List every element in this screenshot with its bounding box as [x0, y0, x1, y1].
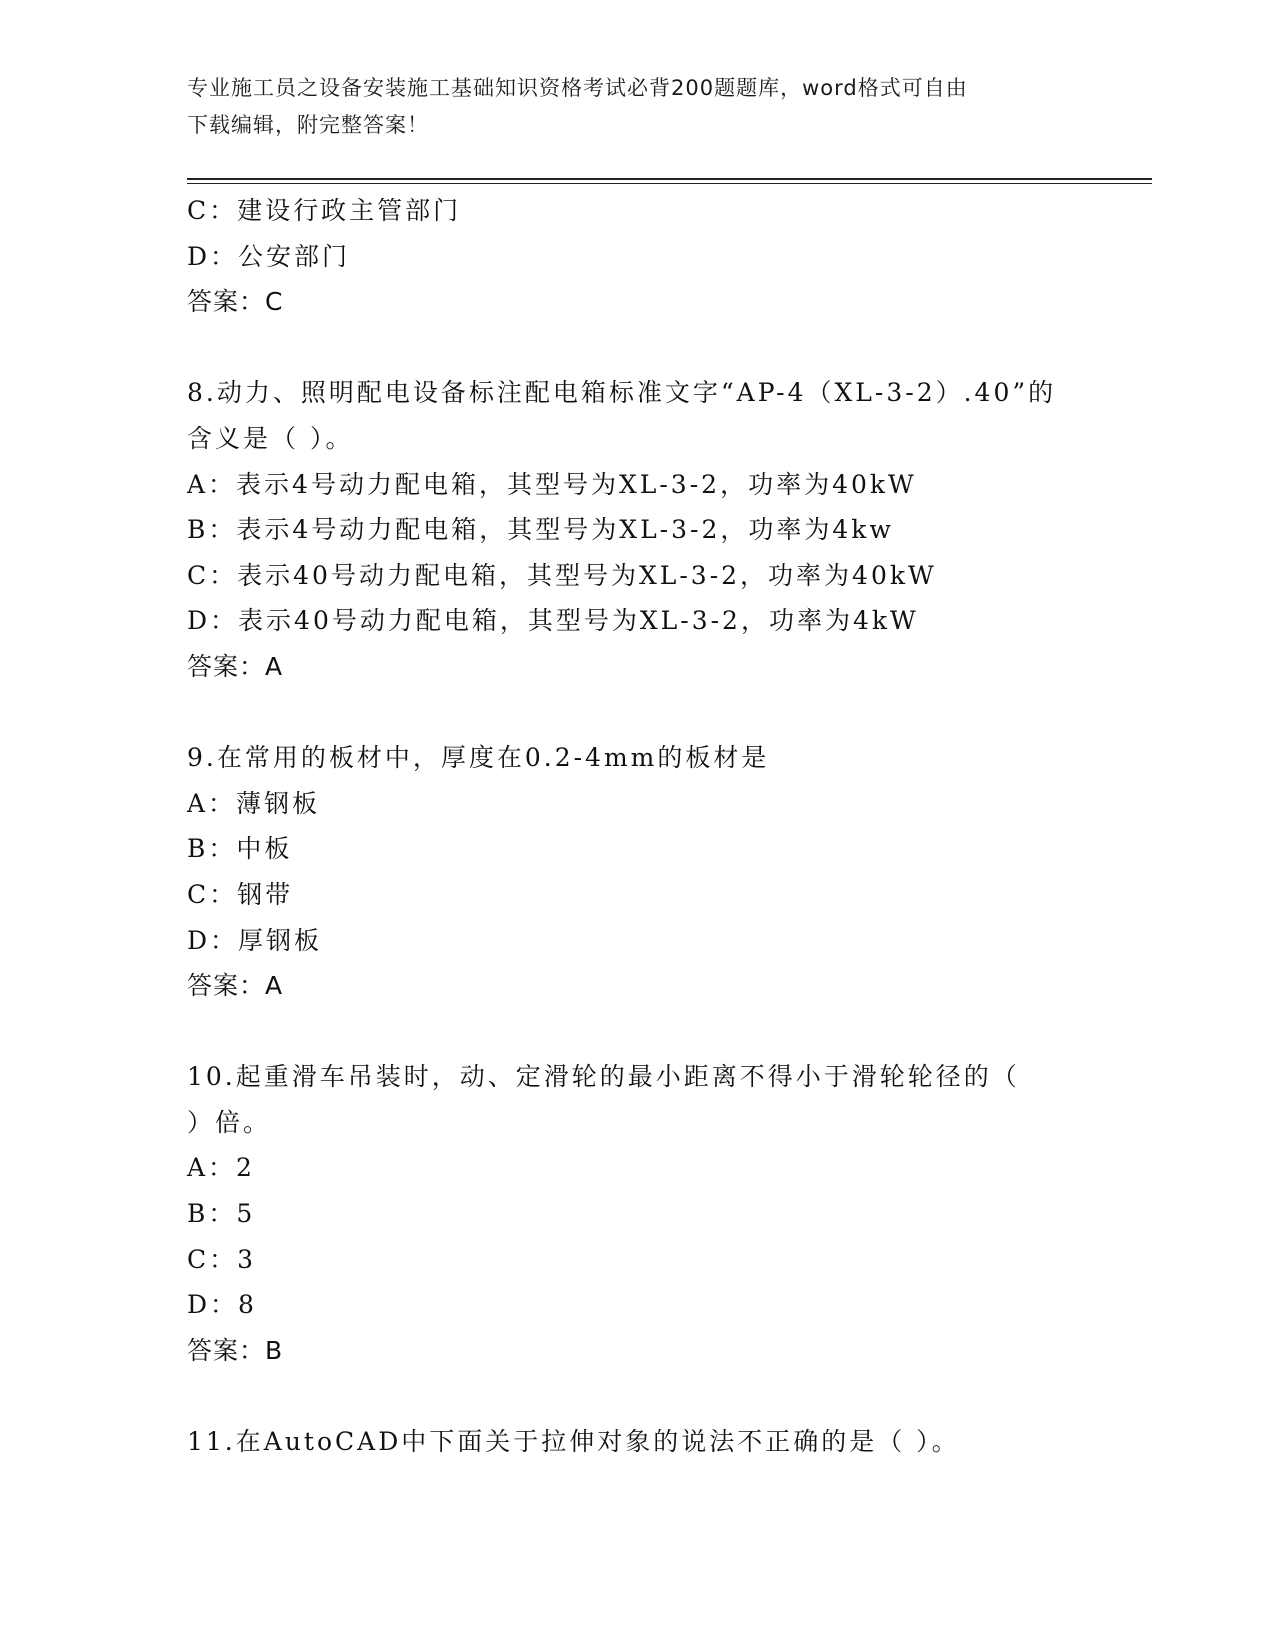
question-spacer	[187, 1009, 1107, 1055]
header-line-2: 下载编辑，附完整答案！	[187, 113, 429, 137]
question-list	[187, 188, 1107, 1465]
option-d: D：8	[187, 1290, 257, 1320]
answer-line: 答案：B	[187, 1335, 284, 1365]
option-c: C：3	[187, 1244, 257, 1274]
question-7-continued	[187, 188, 1107, 325]
question-9	[187, 735, 1107, 1009]
option-c: C：表示40号动力配电箱，其型号为XL-3-2，功率为40kW	[187, 560, 937, 590]
option-c: C：钢带	[187, 879, 294, 909]
option-d: D：表示40号动力配电箱，其型号为XL-3-2，功率为4kW	[187, 606, 919, 636]
answer-line: 答案：A	[187, 971, 284, 1001]
header-line-1: 专业施工员之设备安装施工基础知识资格考试必背200题题库，word格式可自由	[187, 76, 968, 100]
answer-line: 答案：A	[187, 651, 284, 681]
question-stem: 10.起重滑车吊装时，动、定滑轮的最小距离不得小于滑轮轮径的（	[187, 1062, 1020, 1092]
option-c: C：建设行政主管部门	[187, 196, 462, 225]
option-a: A：薄钢板	[187, 788, 321, 818]
question-stem: ）倍。	[187, 1107, 272, 1137]
question-stem: 9.在常用的板材中，厚度在0.2-4mm的板材是	[187, 743, 770, 773]
question-stem: 含义是（ ）。	[187, 423, 354, 453]
question-8	[187, 370, 1107, 689]
option-a: A：表示4号动力配电箱，其型号为XL-3-2，功率为40kW	[187, 469, 917, 499]
question-stem: 8.动力、照明配电设备标注配电箱标准文字“AP-4（XL-3-2）.40”的	[187, 378, 1057, 408]
option-d: D：公安部门	[187, 241, 351, 271]
question-stem: 11.在AutoCAD中下面关于拉伸对象的说法不正确的是（ ）。	[187, 1427, 960, 1457]
question-spacer	[187, 690, 1107, 736]
option-d: D：厚钢板	[187, 925, 323, 955]
document-header	[187, 70, 1067, 144]
option-b: B：中板	[187, 834, 293, 864]
question-11	[187, 1419, 1107, 1465]
option-b: B：5	[187, 1199, 256, 1229]
question-10	[187, 1054, 1107, 1373]
option-b: B：表示4号动力配电箱，其型号为XL-3-2，功率为4kw	[187, 515, 894, 545]
header-divider-thick	[187, 178, 1152, 180]
question-spacer	[187, 1373, 1107, 1419]
option-a: A：2	[187, 1153, 255, 1183]
answer-line: 答案：C	[187, 287, 284, 317]
header-divider-thin	[187, 183, 1152, 184]
question-spacer	[187, 325, 1107, 371]
